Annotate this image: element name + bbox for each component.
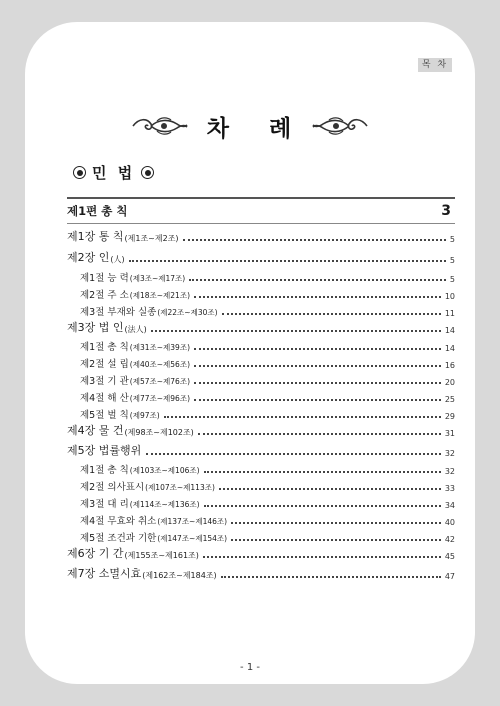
entry-page: 34 <box>444 501 455 510</box>
entry-page: 5 <box>449 235 455 244</box>
header-tag: 목 차 <box>418 58 452 72</box>
toc-entry-section[interactable] <box>80 354 455 370</box>
entry-articles: (제22조~제30조) <box>157 308 218 317</box>
dot-leader <box>146 453 441 455</box>
toc-entry-section[interactable] <box>80 405 455 421</box>
toc-entry-section[interactable] <box>80 285 455 301</box>
bullet-icon <box>141 166 154 179</box>
toc-entry-chapter[interactable] <box>67 319 455 335</box>
toc-entry-chapter[interactable] <box>67 422 455 438</box>
entry-page: 5 <box>449 275 455 284</box>
entry-title: 제2절 설 립 <box>80 359 129 370</box>
dot-leader <box>164 416 441 418</box>
entry-title: 제7장 소멸시효 <box>67 567 142 580</box>
toc-entry-chapter[interactable] <box>67 249 455 265</box>
entry-title: 제3절 기 관 <box>80 376 129 387</box>
entry-articles: (제40조~제56조) <box>129 360 190 369</box>
entry-articles: (제98조~제102조) <box>124 428 194 437</box>
toc-entry-section[interactable] <box>80 511 455 527</box>
entry-page: 20 <box>444 378 455 387</box>
entry-articles: (法人) <box>124 325 147 334</box>
title-row <box>25 106 475 146</box>
dot-leader <box>194 382 441 384</box>
dot-leader <box>194 399 441 401</box>
toc-entry-section[interactable] <box>80 528 455 544</box>
entry-title: 제3절 부재와 실종 <box>80 307 157 318</box>
entry-title: 제1절 총 칙 <box>80 465 129 476</box>
dot-leader <box>231 539 441 541</box>
dot-leader <box>183 239 446 241</box>
section-title: 민 법 <box>92 164 136 182</box>
dot-leader <box>194 365 441 367</box>
entry-title: 제2절 주 소 <box>80 290 129 301</box>
toc-entry-chapter[interactable] <box>67 545 455 561</box>
entry-page: 16 <box>444 361 455 370</box>
entry-page: 31 <box>444 429 455 438</box>
entry-page: 14 <box>444 326 455 335</box>
entry-articles: (제107조~제113조) <box>145 483 215 492</box>
entry-articles: (제137조~제146조) <box>157 517 228 526</box>
entry-articles: (제114조~제136조) <box>129 500 200 509</box>
entry-page: 32 <box>444 449 455 458</box>
entry-title: 제1절 총 칙 <box>80 342 129 353</box>
entry-title: 제4장 물 건 <box>67 424 124 437</box>
document-page <box>25 22 475 684</box>
toc-entry-section[interactable] <box>80 268 455 284</box>
dot-leader <box>204 505 441 507</box>
toc-entry-chapter[interactable] <box>67 228 455 244</box>
entry-articles: (제3조~제17조) <box>129 274 186 283</box>
bullet-icon <box>73 166 86 179</box>
part-page: 3 <box>441 203 451 219</box>
entry-page: 33 <box>444 484 455 493</box>
entry-page: 14 <box>444 344 455 353</box>
entry-title: 제3장 법 인 <box>67 321 124 334</box>
dot-leader <box>194 296 441 298</box>
dot-leader <box>198 433 441 435</box>
entry-articles: (제97조) <box>129 411 160 420</box>
entry-page: 5 <box>449 256 455 265</box>
dot-leader <box>222 313 441 315</box>
entry-articles: (제147조~제154조) <box>157 534 228 543</box>
dot-leader <box>203 556 441 558</box>
section-heading <box>67 162 160 183</box>
entry-title: 제4절 해 산 <box>80 393 129 404</box>
dot-leader <box>231 522 441 524</box>
entry-articles: (제77조~제96조) <box>129 394 190 403</box>
dot-leader <box>221 576 441 578</box>
entry-title: 제6장 기 간 <box>67 547 124 560</box>
dot-leader <box>219 488 441 490</box>
toc-entry-section[interactable] <box>80 388 455 404</box>
entry-page: 11 <box>444 309 455 318</box>
entry-articles: (제18조~제21조) <box>129 291 190 300</box>
entry-page: 29 <box>444 412 455 421</box>
entry-title: 제3절 대 리 <box>80 499 129 510</box>
toc-entry-section[interactable] <box>80 302 455 318</box>
toc-entry-section[interactable] <box>80 371 455 387</box>
page-title: 차 례 <box>206 115 308 142</box>
page-number: - 1 - <box>240 662 260 673</box>
part-heading[interactable] <box>67 197 455 224</box>
entry-title: 제1절 능 력 <box>80 273 129 284</box>
entry-title: 제5장 법률행위 <box>67 444 142 457</box>
entry-articles: (제162조~제184조) <box>142 571 217 580</box>
entry-page: 40 <box>444 518 455 527</box>
toc-entry-chapter[interactable] <box>67 565 455 581</box>
toc-entry-section[interactable] <box>80 337 455 353</box>
entry-page: 32 <box>444 467 455 476</box>
dot-leader <box>204 471 441 473</box>
entry-articles: (제31조~제39조) <box>129 343 190 352</box>
dot-leader <box>129 260 446 262</box>
entry-page: 10 <box>444 292 455 301</box>
dot-leader <box>194 348 441 350</box>
entry-title: 제1장 통 칙 <box>67 230 124 243</box>
dot-leader <box>189 279 446 281</box>
toc-entry-section[interactable] <box>80 477 455 493</box>
entry-articles: (제103조~제106조) <box>129 466 200 475</box>
entry-page: 47 <box>444 572 455 581</box>
ornament-right-icon <box>311 115 369 137</box>
entry-title: 제5절 벌 칙 <box>80 410 129 421</box>
entry-title: 제4절 무효와 취소 <box>80 516 157 527</box>
entry-articles: (人) <box>110 255 125 264</box>
entry-articles: (제155조~제161조) <box>124 551 199 560</box>
entry-articles: (제1조~제2조) <box>124 234 179 243</box>
toc-entry-section[interactable] <box>80 494 455 510</box>
entry-page: 42 <box>444 535 455 544</box>
entry-page: 25 <box>444 395 455 404</box>
toc-entry-section[interactable] <box>80 460 455 476</box>
entry-title: 제2절 의사표시 <box>80 482 145 493</box>
entry-articles: (제57조~제76조) <box>129 377 190 386</box>
entry-title: 제2장 인 <box>67 251 110 264</box>
entry-page: 45 <box>444 552 455 561</box>
entry-title: 제5절 조건과 기한 <box>80 533 157 544</box>
toc-entry-chapter[interactable] <box>67 442 455 458</box>
dot-leader <box>151 330 441 332</box>
part-label: 제1편 총 칙 <box>67 204 128 218</box>
ornament-left-icon <box>131 115 189 137</box>
